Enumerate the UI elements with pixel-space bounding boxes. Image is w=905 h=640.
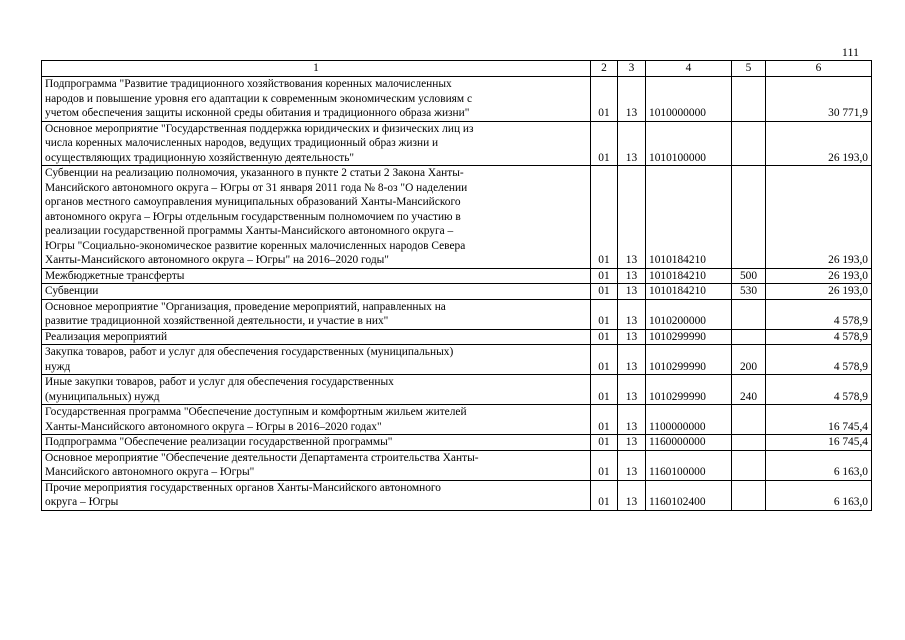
table-row <box>42 375 872 405</box>
target-article-code: 1010184210 <box>646 166 732 269</box>
amount: 6 163,0 <box>766 450 872 480</box>
page-number: 111 <box>841 45 859 59</box>
header-col-3: 3 <box>618 61 646 77</box>
section-code: 01 <box>591 166 618 269</box>
header-col-6: 6 <box>766 61 872 77</box>
target-article-code: 1010000000 <box>646 77 732 122</box>
expense-type-code <box>732 450 766 480</box>
row-description: Реализация мероприятий <box>42 329 591 345</box>
amount: 16 745,4 <box>766 435 872 451</box>
amount: 4 578,9 <box>766 345 872 375</box>
subsection-code: 13 <box>618 480 646 510</box>
row-description: Иные закупки товаров, работ и услуг для обеспечения государственных (муниципальных) нужд <box>42 375 591 405</box>
subsection-code: 13 <box>618 121 646 166</box>
amount: 26 193,0 <box>766 268 872 284</box>
section-code: 01 <box>591 284 618 300</box>
table-row <box>42 435 872 451</box>
expense-type-code <box>732 480 766 510</box>
section-code: 01 <box>591 375 618 405</box>
expense-type-code: 200 <box>732 345 766 375</box>
row-description: Субвенции <box>42 284 591 300</box>
section-code: 01 <box>591 329 618 345</box>
subsection-code: 13 <box>618 166 646 269</box>
header-col-1: 1 <box>42 61 591 77</box>
header-row <box>42 61 872 77</box>
expense-type-code <box>732 166 766 269</box>
row-description: Подпрограмма "Развитие традиционного хозяйствования коренных малочисленных народов и повышение уровня его адаптации к современным экономическим условиям с учетом обеспечения защиты исконной среды обитания и традиционного образа жизни" <box>42 77 591 122</box>
section-code: 01 <box>591 435 618 451</box>
expense-type-code: 240 <box>732 375 766 405</box>
amount: 4 578,9 <box>766 375 872 405</box>
subsection-code: 13 <box>618 375 646 405</box>
section-code: 01 <box>591 345 618 375</box>
subsection-code: 13 <box>618 345 646 375</box>
row-description: Подпрограмма "Обеспечение реализации государственной программы" <box>42 435 591 451</box>
amount: 16 745,4 <box>766 405 872 435</box>
section-code: 01 <box>591 450 618 480</box>
target-article-code: 1160100000 <box>646 450 732 480</box>
table-row <box>42 166 872 269</box>
row-description: Прочие мероприятия государственных органов Ханты-Мансийского автономного округа – Югры <box>42 480 591 510</box>
amount: 26 193,0 <box>766 121 872 166</box>
expense-type-code <box>732 77 766 122</box>
section-code: 01 <box>591 480 618 510</box>
target-article-code: 1160000000 <box>646 435 732 451</box>
header-col-2: 2 <box>591 61 618 77</box>
target-article-code: 1160102400 <box>646 480 732 510</box>
expense-type-code <box>732 435 766 451</box>
subsection-code: 13 <box>618 450 646 480</box>
subsection-code: 13 <box>618 329 646 345</box>
target-article-code: 1010299990 <box>646 375 732 405</box>
subsection-code: 13 <box>618 299 646 329</box>
expense-type-code <box>732 299 766 329</box>
row-description: Основное мероприятие "Обеспечение деятельности Департамента строительства Ханты- Мансийского автономного округа – Югры" <box>42 450 591 480</box>
row-description: Основное мероприятие "Организация, проведение мероприятий, направленных на развитие традиционной хозяйственной деятельности, и участие в них" <box>42 299 591 329</box>
header-col-4: 4 <box>646 61 732 77</box>
table-row <box>42 121 872 166</box>
section-code: 01 <box>591 121 618 166</box>
amount: 4 578,9 <box>766 299 872 329</box>
row-description: Основное мероприятие "Государственная поддержка юридических и физических лиц из числа коренных малочисленных народов, ведущих традиционный образ жизни и осуществляющих традиционную хозяйственную деятельность" <box>42 121 591 166</box>
expense-type-code: 500 <box>732 268 766 284</box>
row-description: Государственная программа "Обеспечение доступным и комфортным жильем жителей Ханты-Мансийского автономного округа – Югры в 2016–2020 годах" <box>42 405 591 435</box>
row-description: Закупка товаров, работ и услуг для обеспечения государственных (муниципальных) нужд <box>42 345 591 375</box>
amount: 26 193,0 <box>766 166 872 269</box>
expense-type-code <box>732 405 766 435</box>
row-description: Субвенции на реализацию полномочия, указанного в пункте 2 статьи 2 Закона Ханты- Мансийского автономного округа – Югры от 31 января 2011 года № 8-оз "О наделении органов местного самоуправления муниципальных образований Ханты-Мансийского автономного округа – Югры отдельным государственным полномочием по участию в реализации государственной программы Ханты-Мансийского автономного округа – Югры "Социально-экономическое развитие коренных малочисленных народов Севера Ханты-Мансийского автономного округа – Югры" на 2016–2020 годы" <box>42 166 591 269</box>
table-row <box>42 268 872 284</box>
section-code: 01 <box>591 299 618 329</box>
row-description: Межбюджетные трансферты <box>42 268 591 284</box>
table-body <box>42 77 872 511</box>
table-row <box>42 284 872 300</box>
expense-type-code <box>732 329 766 345</box>
header-col-5: 5 <box>732 61 766 77</box>
target-article-code: 1010184210 <box>646 268 732 284</box>
amount: 26 193,0 <box>766 284 872 300</box>
subsection-code: 13 <box>618 77 646 122</box>
table-row <box>42 299 872 329</box>
table-row <box>42 345 872 375</box>
target-article-code: 1100000000 <box>646 405 732 435</box>
target-article-code: 1010299990 <box>646 345 732 375</box>
subsection-code: 13 <box>618 405 646 435</box>
table-row <box>42 329 872 345</box>
subsection-code: 13 <box>618 284 646 300</box>
target-article-code: 1010184210 <box>646 284 732 300</box>
table-row <box>42 77 872 122</box>
amount: 6 163,0 <box>766 480 872 510</box>
section-code: 01 <box>591 77 618 122</box>
section-code: 01 <box>591 268 618 284</box>
table-row <box>42 405 872 435</box>
amount: 4 578,9 <box>766 329 872 345</box>
amount: 30 771,9 <box>766 77 872 122</box>
expense-type-code <box>732 121 766 166</box>
budget-table <box>41 60 872 511</box>
section-code: 01 <box>591 405 618 435</box>
expense-type-code: 530 <box>732 284 766 300</box>
table-row <box>42 450 872 480</box>
table-row <box>42 480 872 510</box>
subsection-code: 13 <box>618 435 646 451</box>
target-article-code: 1010100000 <box>646 121 732 166</box>
target-article-code: 1010299990 <box>646 329 732 345</box>
subsection-code: 13 <box>618 268 646 284</box>
target-article-code: 1010200000 <box>646 299 732 329</box>
